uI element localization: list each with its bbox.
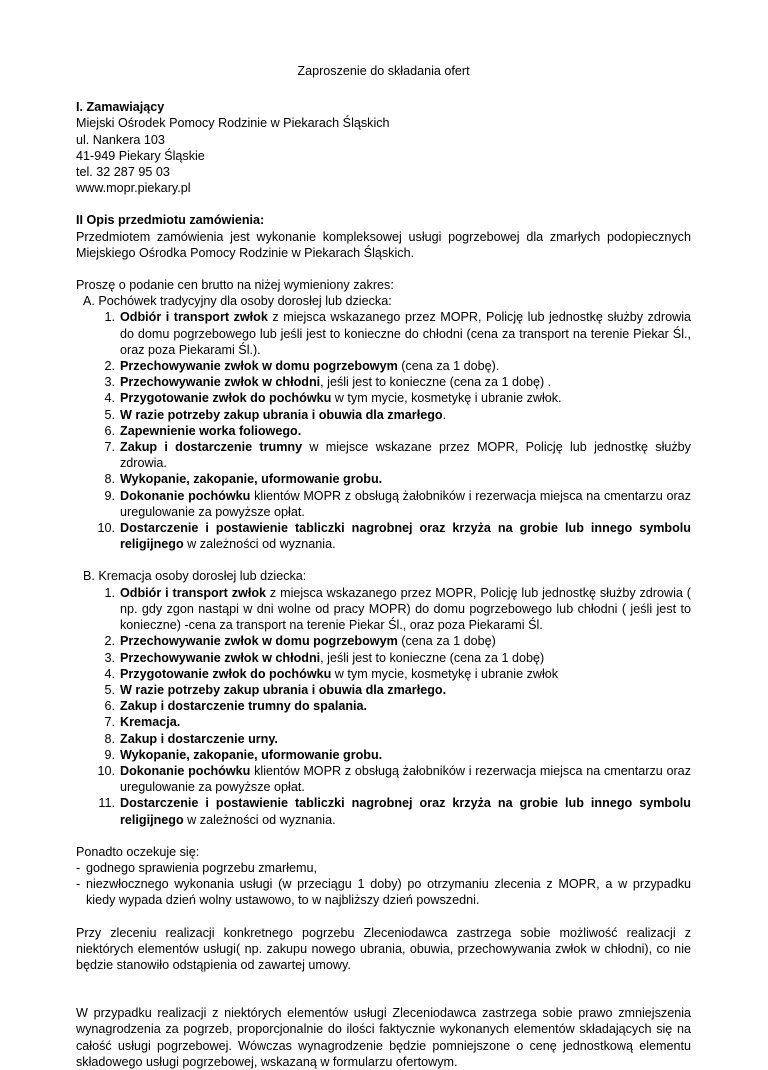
item-bold-text: Przechowywanie zwłok w domu pogrzebowym (120, 634, 398, 649)
paragraph-partial-realization: Przy zleceniu realizacji konkretnego pogrzebu Zleceniodawca zastrzega sobie możliwość realizacji z niektórych elementów usługi( np. zakupu nowego ubrania, obuwia, przechowywania zwłok w chłodni), co nie będzie stanowiło odstąpienia od zawartej umowy. (76, 925, 691, 972)
partA-item-7 (76, 439, 691, 471)
org-name: Miejski Ośrodek Pomocy Rodzinie w Piekarach Śląskich (76, 116, 390, 131)
partA-item-2 (76, 358, 691, 374)
item-text: klientów MOPR z obsługą żałobników i rezerwacja miejsca na cmentarzu oraz uregulowanie za powyższe opłat. (120, 763, 691, 795)
item-number: 8. (104, 472, 115, 487)
item-number: 10. (97, 521, 115, 536)
item-text: z miejsca wskazanego przez MOPR, Policję lub jednostkę służby zdrowia do domu pogrzebowego lub jeśli jest to konieczne do chłodni (cena za transport na terenie Piekar Śl., oraz poza Piekarami Śl.). (120, 310, 692, 357)
item-number: 8. (104, 731, 115, 746)
item-number: 7. (104, 715, 115, 730)
part-a-label: A. Pochówek tradycyjny dla osoby dorosłej lub dziecka: (83, 294, 392, 309)
item-bold-text: Odbiór i transport zwłok (120, 585, 267, 600)
partB-item-10 (76, 763, 691, 795)
item-number: 2. (104, 634, 115, 649)
org-street: ul. Nankera 103 (76, 132, 165, 147)
item-number: 9. (104, 747, 115, 762)
item-text: , jeśli jest to konieczne (cena za 1 dobę) (320, 650, 545, 665)
item-number: 7. (104, 440, 115, 455)
item-number: 1. (104, 310, 115, 325)
partA-item-4 (76, 390, 691, 406)
item-number: 1. (104, 585, 115, 600)
org-website: www.mopr.piekary.pl (76, 181, 191, 196)
subject-text: Przedmiotem zamówienia jest wykonanie kompleksowej usługi pogrzebowej dla zmarłych podopiecznych Miejskiego Ośrodka Pomocy Rodzinie w Piekarach Śląskich. (76, 229, 691, 260)
item-bold-text: Dostarczenie i postawienie tabliczki nagrobnej oraz krzyża na grobie lub innego symbolu religijnego (120, 796, 691, 827)
partB-item-7 (76, 714, 691, 730)
item-number: 3. (104, 650, 115, 665)
item-number: 9. (104, 488, 115, 503)
item-bold-text: Zapewnienie worka foliowego. (120, 423, 302, 438)
item-text: w zależności od wyznania. (183, 812, 336, 827)
paragraph-remuneration: W przypadku realizacji z niektórych elementów usługi Zleceniodawca zastrzega sobie prawo zmniejszenia wynagrodzenia za pogrzeb, proporcjonalnie do ilości faktycznie wykonanych elementów składających się na całość usługi pogrzebowej. Wówczas wynagrodzenie będzie pomniejszone o cenę jednostkową elementu składowego usługi pogrzebowej, wskazaną w formularzu ofertowym. (76, 1006, 691, 1069)
org-city: 41-949 Piekary Śląskie (76, 148, 205, 163)
partA-item-8 (76, 471, 691, 487)
item-bold-text: Przechowywanie zwłok w chłodni (120, 650, 321, 665)
item-text: z miejsca wskazanego przez MOPR, Policję lub jednostkę służby zdrowia ( np. gdy zgon nastąpi w dni wolne od pracy MOPR) do domu pogrzebowego lub chłodni ( jeśli jest to konieczne) -cena za transport na terenie Piekar Śl., oraz poza Piekarami Śl. (120, 585, 691, 633)
item-bold-text: Przygotowanie zwłok do pochówku (120, 666, 332, 681)
item-number: 11. (98, 796, 115, 811)
item-text: (cena za 1 dobę) (397, 634, 496, 649)
item-bold-text: Wykopanie, zakopanie, uformowanie grobu. (120, 472, 383, 487)
expectation-item: - godnego sprawienia pogrzebu zmarłemu, (76, 860, 318, 875)
partB-item-2 (76, 633, 691, 649)
partB-item-5 (76, 682, 691, 698)
org-phone: tel. 32 287 95 03 (76, 165, 170, 180)
item-bold-text: Dokonanie pochówku (120, 488, 251, 503)
part-b-label: B. Kremacja osoby dorosłej lub dziecka: (83, 569, 307, 584)
section-heading: I. Zamawiający (76, 100, 165, 115)
partA-item-9 (76, 488, 691, 520)
partB-item-6 (76, 698, 691, 714)
item-text: klientów MOPR z obsługą żałobników i rezerwacja miejsca na cmentarzu oraz uregulowanie za powyższe opłat. (120, 488, 691, 519)
item-text: . (442, 407, 447, 422)
section-heading: II Opis przedmiotu zamówienia: (76, 213, 265, 228)
item-number: 5. (104, 407, 115, 422)
part-a-list (76, 309, 691, 552)
partB-item-3 (76, 650, 691, 666)
expectations-intro: Ponadto oczekuje się: (76, 844, 200, 859)
item-bold-text: Zakup i dostarczenie urny. (120, 731, 278, 746)
partA-item-10 (76, 520, 691, 552)
item-text: (cena za 1 dobę). (397, 359, 500, 374)
item-bold-text: Dostarczenie i postawienie tabliczki nagrobnej oraz krzyża na grobie lub innego symbolu religijnego (120, 521, 691, 552)
expectations-section (76, 844, 691, 909)
item-bold-text: Kremacja. (120, 715, 181, 730)
partA-item-6 (76, 423, 691, 439)
item-number: 4. (104, 391, 115, 406)
item-number: 3. (104, 375, 115, 390)
item-number: 6. (104, 699, 115, 714)
cremation-section (76, 568, 691, 827)
item-number: 6. (104, 423, 115, 438)
item-bold-text: Odbiór i transport zwłok (120, 310, 268, 325)
section-ordering-party (76, 99, 691, 196)
partA-item-5 (76, 407, 691, 423)
item-bold-text: W razie potrzeby zakup ubrania i obuwia dla zmarłego (120, 407, 443, 422)
item-bold-text: Dokonanie pochówku (120, 763, 251, 778)
partA-item-1 (76, 309, 691, 358)
item-bold-text: Wykopanie, zakopanie, uformowanie grobu. (120, 747, 383, 762)
partB-item-11 (76, 795, 691, 827)
scope-section (76, 277, 691, 552)
expectation-item: - niezwłocznego wykonania usługi (w przeciągu 1 doby) po otrzymaniu zlecenia z MOPR, a w przypadku kiedy wypada dzień wolny ustawowo, to w najbliższy dzień powszedni. (76, 877, 691, 908)
partA-item-3 (76, 374, 691, 390)
item-bold-text: Przechowywanie zwłok w domu pogrzebowym (120, 359, 398, 374)
document-title: Zaproszenie do składania ofert (297, 64, 470, 78)
section-subject (76, 212, 691, 261)
item-bold-text: Zakup i dostarczenie trumny do spalania. (120, 699, 368, 714)
item-number: 2. (104, 359, 115, 374)
item-bold-text: Zakup i dostarczenie trumny (120, 440, 303, 455)
item-text: w tym mycie, kosmetykę i ubranie zwłok. (331, 391, 562, 406)
partB-item-1 (76, 585, 691, 634)
item-number: 10. (97, 763, 115, 778)
partB-item-9 (76, 747, 691, 763)
item-text: w tym mycie, kosmetykę i ubranie zwłok (331, 666, 559, 681)
scope-intro: Proszę o podanie cen brutto na niżej wymieniony zakres: (76, 278, 394, 293)
part-b-list (76, 585, 691, 828)
partB-item-8 (76, 731, 691, 747)
partB-item-4 (76, 666, 691, 682)
item-bold-text: Przygotowanie zwłok do pochówku (120, 391, 332, 406)
item-text: , jeśli jest to konieczne (cena za 1 dobę) . (320, 375, 552, 390)
item-number: 4. (104, 666, 115, 681)
item-text: w miejsce wskazane przez MOPR, Policję lub jednostkę służby zdrowia. (120, 440, 691, 471)
item-bold-text: W razie potrzeby zakup ubrania i obuwia dla zmarłego. (120, 682, 447, 697)
item-bold-text: Przechowywanie zwłok w chłodni (120, 375, 321, 390)
item-text: w zależności od wyznania. (183, 537, 336, 552)
item-number: 5. (104, 682, 115, 697)
